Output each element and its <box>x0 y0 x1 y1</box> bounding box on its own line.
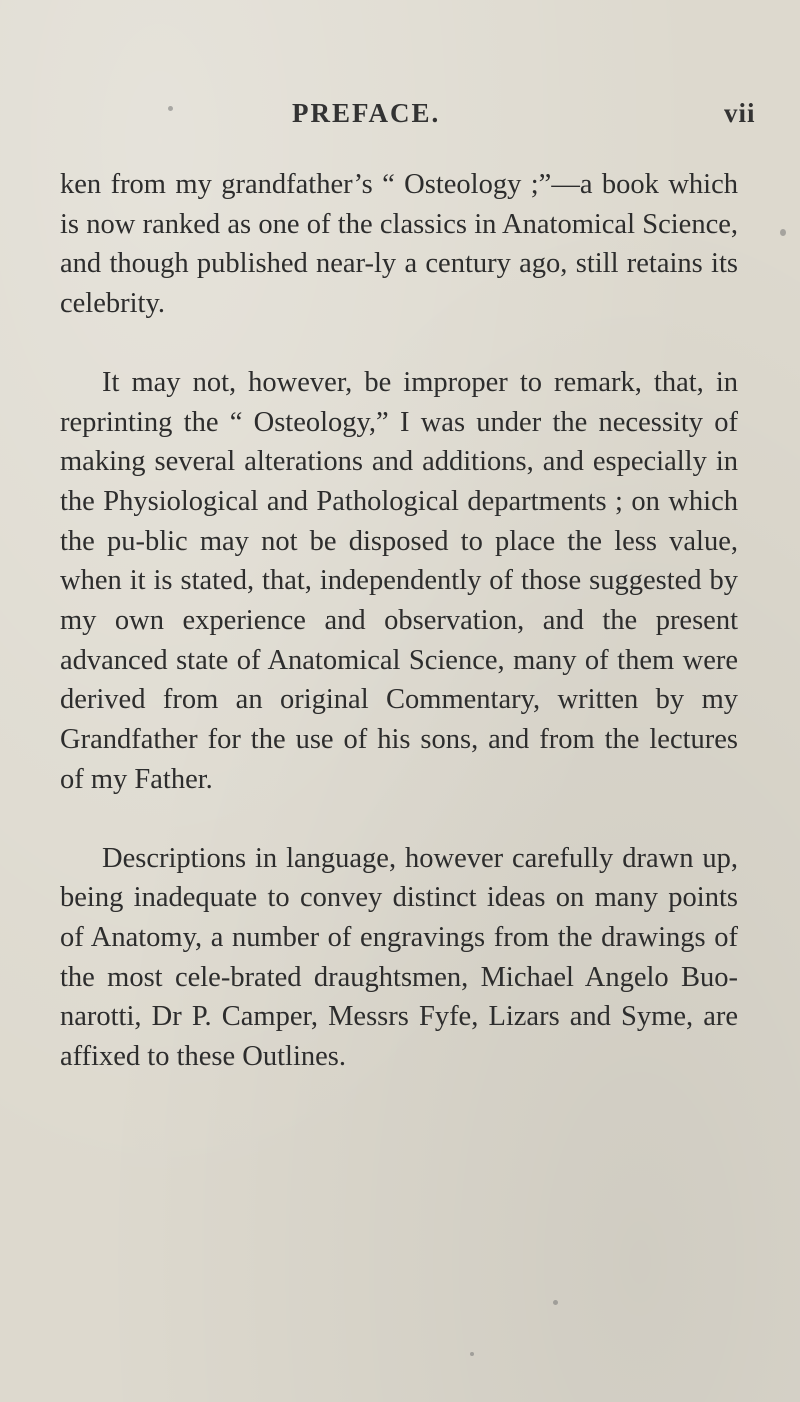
running-head <box>0 98 800 138</box>
paper-speck <box>553 1300 558 1305</box>
running-head-title: PREFACE. <box>292 98 441 128</box>
paragraph-descriptions: Descriptions in language, however carefully drawn up, being inadequate to convey distinct ideas on many points of Anatomy, a number of engravings from the drawings of the most cele-brated draughtsmen, Michael Angelo Buo-narotti, Dr P. Camper, Messrs Fyfe, Lizars and Syme, are affixed to these Outlines. <box>60 842 738 1073</box>
paper-speck <box>780 229 786 236</box>
paragraph-continuation: ken from my grandfather’s “ Osteology ;”—a book which is now ranked as one of the classics in Anatomical Science, and though published near-ly a century ago, still retains its celebrity. <box>60 169 738 320</box>
page-number: vii <box>724 98 756 128</box>
paper-speck <box>470 1352 474 1356</box>
paper-speck <box>168 106 173 111</box>
body-text <box>60 165 738 1116</box>
paragraph-reprinting: It may not, however, be improper to remark, that, in reprinting the “ Osteology,” I was under the necessity of making several alterations and additions, and especially in the Physiological and Pathological departments ; on which the pu-blic may not be disposed to place the less value, when it is stated, that, independently of those suggested by my own experience and observation, and the present advanced state of Anatomical Science, many of them were derived from an original Commentary, written by my Grandfather for the use of his sons, and from the lectures of my Father. <box>60 366 738 795</box>
